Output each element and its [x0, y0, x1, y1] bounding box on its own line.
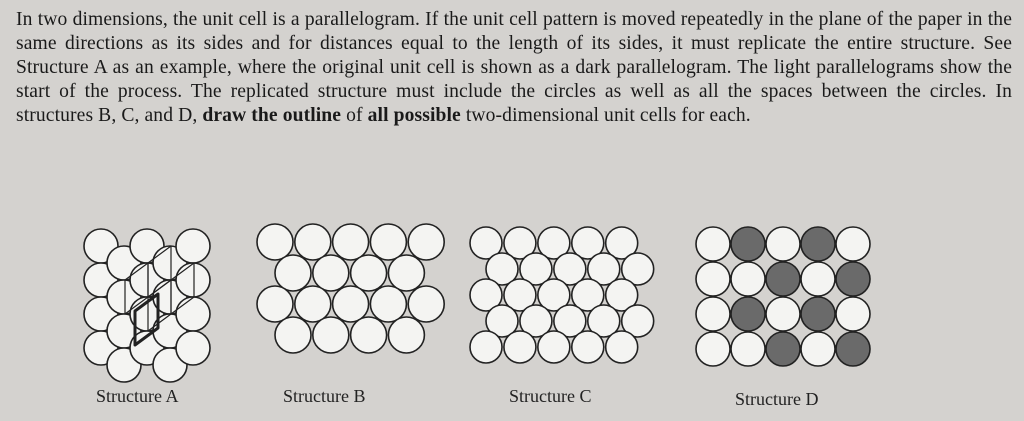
circle — [176, 263, 210, 297]
circle — [370, 224, 406, 260]
circle — [731, 262, 765, 296]
dark-circle — [836, 332, 870, 366]
circle — [731, 332, 765, 366]
circle — [696, 297, 730, 331]
circle — [275, 317, 311, 353]
dark-circle — [836, 262, 870, 296]
circle — [836, 297, 870, 331]
circle — [257, 286, 293, 322]
circle — [836, 227, 870, 261]
dark-circle — [731, 297, 765, 331]
dark-circle — [766, 332, 800, 366]
circle — [257, 224, 293, 260]
circle — [313, 255, 349, 291]
structure-a-label: Structure A — [96, 386, 179, 406]
circle — [470, 331, 502, 363]
circle — [504, 331, 536, 363]
circle — [696, 227, 730, 261]
circle — [351, 317, 387, 353]
circle — [275, 255, 311, 291]
circle — [176, 297, 210, 331]
dark-circle — [766, 262, 800, 296]
circle — [766, 297, 800, 331]
instructions-bold-1: draw the outline — [202, 105, 342, 126]
circle — [408, 286, 444, 322]
circle — [388, 255, 424, 291]
circle — [295, 224, 331, 260]
structure-d-label: Structure D — [735, 389, 819, 409]
structure-b-diagram — [257, 224, 444, 353]
dark-circle — [731, 227, 765, 261]
circle — [801, 332, 835, 366]
circle — [176, 229, 210, 263]
dark-circle — [801, 297, 835, 331]
circle — [538, 331, 570, 363]
structure-c-diagram — [470, 227, 654, 363]
circle — [801, 262, 835, 296]
instructions-text-2: of — [346, 105, 363, 126]
circle — [313, 317, 349, 353]
circle — [370, 286, 406, 322]
circle — [295, 286, 331, 322]
instructions-bold-2: all possible — [367, 105, 461, 126]
structure-d-diagram — [696, 227, 870, 366]
circle — [696, 262, 730, 296]
structure-b-label: Structure B — [283, 386, 366, 406]
circle — [333, 286, 369, 322]
circle — [333, 224, 369, 260]
circle — [351, 255, 387, 291]
dark-circle — [801, 227, 835, 261]
circle — [572, 331, 604, 363]
circle — [408, 224, 444, 260]
circle — [766, 227, 800, 261]
circle — [696, 332, 730, 366]
instructions-text-1: In two dimensions, the unit cell is a parallelogram. If the unit cell pattern is moved repeatedly in the plane of the paper in the same directions as its sides and for distances equal to the length of its sides, it must replicate the entire structure. See Structure A as an example, where the original unit cell is shown as a dark parallelogram. The light parallelograms show the start of the process. The replicated structure must include the circles as well as all the spaces between the circles. In structures B, C, and D, — [16, 9, 1012, 126]
structure-a-diagram — [84, 229, 210, 382]
circle — [388, 317, 424, 353]
structure-c-label: Structure C — [509, 386, 592, 406]
circle — [606, 331, 638, 363]
circle — [176, 331, 210, 365]
instructions-text-3: two-dimensional unit cells for each. — [465, 105, 751, 126]
